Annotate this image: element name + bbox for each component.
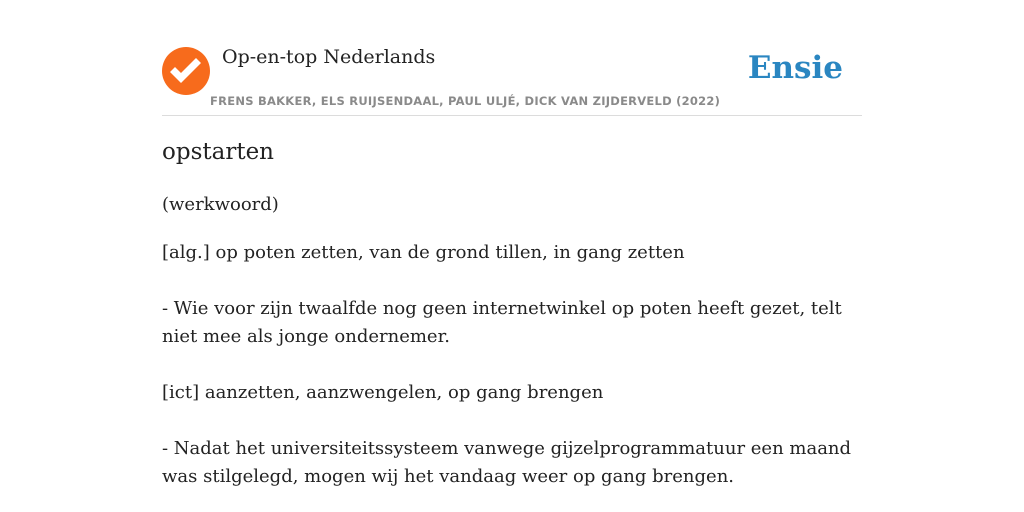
source-logo[interactable] — [162, 47, 210, 95]
header-divider — [162, 115, 862, 116]
sense-definition-1: [alg.] op poten zetten, van de grond tillen, in gang zetten — [162, 242, 685, 263]
source-title[interactable]: Op-en-top Nederlands — [222, 46, 436, 68]
sense-definition-2: [ict] aanzetten, aanzwengelen, op gang brengen — [162, 382, 604, 403]
entry-card — [162, 0, 862, 512]
sense-example-2: - Nadat het universiteitssysteem vanwege gijzelprogrammatuur een maand was stilgelegd, mogen wij het vandaag weer op gang brengen. — [162, 438, 852, 487]
headword: opstarten — [162, 139, 274, 165]
sense-example-1: - Wie voor zijn twaalfde nog geen internetwinkel op poten heeft gezet, telt niet mee als jonge ondernemer. — [162, 298, 842, 347]
brand-logo[interactable]: Ensie — [747, 50, 843, 86]
source-authors: FRENS BAKKER, ELS RUIJSENDAAL, PAUL ULJÉ, DICK VAN ZIJDERVELD (2022) — [210, 94, 721, 108]
part-of-speech: (werkwoord) — [162, 194, 279, 215]
checkmark-icon — [162, 47, 210, 95]
